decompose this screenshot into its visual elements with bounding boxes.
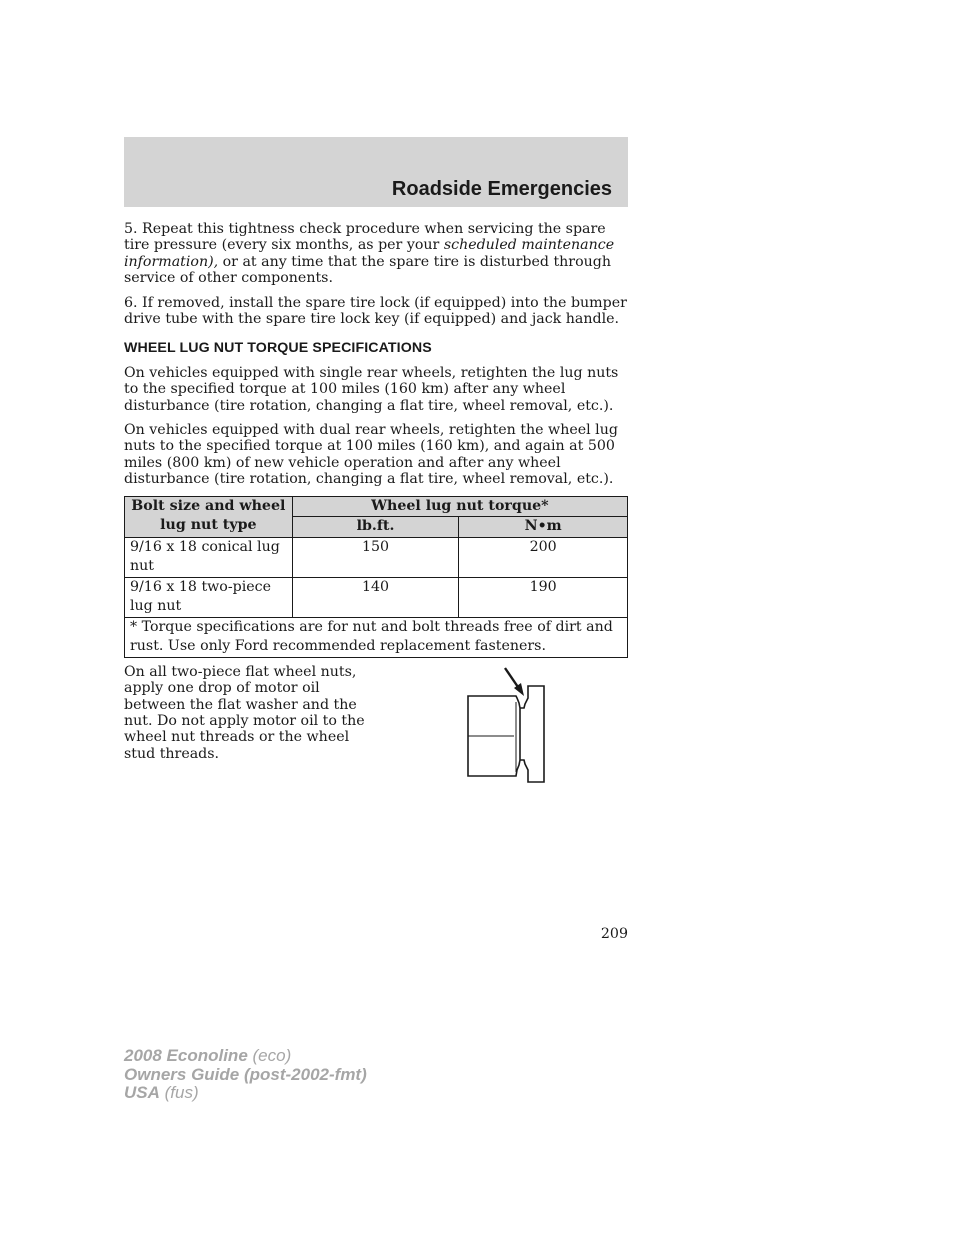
step-5-text-b: or at any time that the spare tire is disturbed through service of other components. xyxy=(124,253,611,287)
footer-line-2 xyxy=(124,1066,367,1085)
section-title: Roadside Emergencies xyxy=(391,178,612,200)
header-nm: N•m xyxy=(459,517,628,538)
footer-guide: Owners Guide (post-2002-fmt) xyxy=(124,1064,367,1084)
table-footnote-row xyxy=(125,617,628,657)
table-footnote: * Torque specifications are for nut and bolt threads free of dirt and rust. Use only Ford recommended replacement fasteners. xyxy=(125,617,628,657)
footer-model: 2008 Econoline xyxy=(124,1046,248,1065)
single-rear-wheels-paragraph: On vehicles equipped with single rear wheels, retighten the lug nuts to the specified torque at 100 miles (160 km) after any wheel disturbance (tire rotation, changing a flat tire, wheel removal, etc.). xyxy=(124,364,619,414)
footer-model-code: (eco) xyxy=(247,1046,292,1065)
cell-lbft: 150 xyxy=(292,537,459,577)
torque-spec-table xyxy=(124,496,628,658)
table-row xyxy=(125,537,628,577)
step-6-paragraph: 6. If removed, install the spare tire lock (if equipped) into the bumper drive tube with the spare tire lock key (if equipped) and jack handle. xyxy=(124,294,627,328)
page-number: 209 xyxy=(600,926,628,942)
cell-nut-type: 9/16 x 18 two-piece lug nut xyxy=(125,577,293,617)
table-row xyxy=(125,577,628,617)
step-5-paragraph xyxy=(124,221,628,287)
header-bolt-size: Bolt size and wheel lug nut type xyxy=(125,496,293,537)
page-content xyxy=(124,221,628,794)
footer-line-1 xyxy=(124,1047,367,1066)
table-header-row xyxy=(125,496,628,517)
section-header-band xyxy=(124,137,628,207)
footer-line-3 xyxy=(124,1084,367,1103)
two-piece-nut-instructions: On all two-piece flat wheel nuts, apply one drop of motor oil between the flat washer and the nut. Do not apply motor oil to the wheel nut threads or the wheel stud threads. xyxy=(124,663,365,762)
cell-lbft: 140 xyxy=(292,577,459,617)
torque-section-heading: WHEEL LUG NUT TORQUE SPECIFICATIONS xyxy=(124,340,432,357)
step-5-text-a: 5. Repeat this tightness check procedure when servicing the spare tire pressure (every six months, as per your xyxy=(124,221,606,254)
arrow-icon xyxy=(505,668,524,696)
cell-nut-type: 9/16 x 18 conical lug nut xyxy=(125,537,293,577)
header-lbft: lb.ft. xyxy=(292,517,459,538)
cell-nm: 190 xyxy=(459,577,628,617)
header-torque: Wheel lug nut torque* xyxy=(292,496,627,517)
washer-outline xyxy=(520,686,544,782)
two-piece-nut-section xyxy=(124,664,628,794)
step-5-maintenance-reference: scheduled maintenance information), xyxy=(124,237,615,270)
footer-market: USA xyxy=(124,1083,160,1102)
cell-nm: 200 xyxy=(459,537,628,577)
dual-rear-wheels-paragraph: On vehicles equipped with dual rear wheels, retighten the wheel lug nuts to the specified torque at 100 miles (160 km), and again at 500 miles (800 km) of new vehicle operation and after any wheel disturbance (tire rotation, changing a flat tire, wheel removal, etc.). xyxy=(124,422,618,488)
two-piece-lug-nut-illustration xyxy=(460,664,550,788)
document-footer xyxy=(124,1047,367,1103)
footer-market-code: (fus) xyxy=(159,1083,199,1102)
